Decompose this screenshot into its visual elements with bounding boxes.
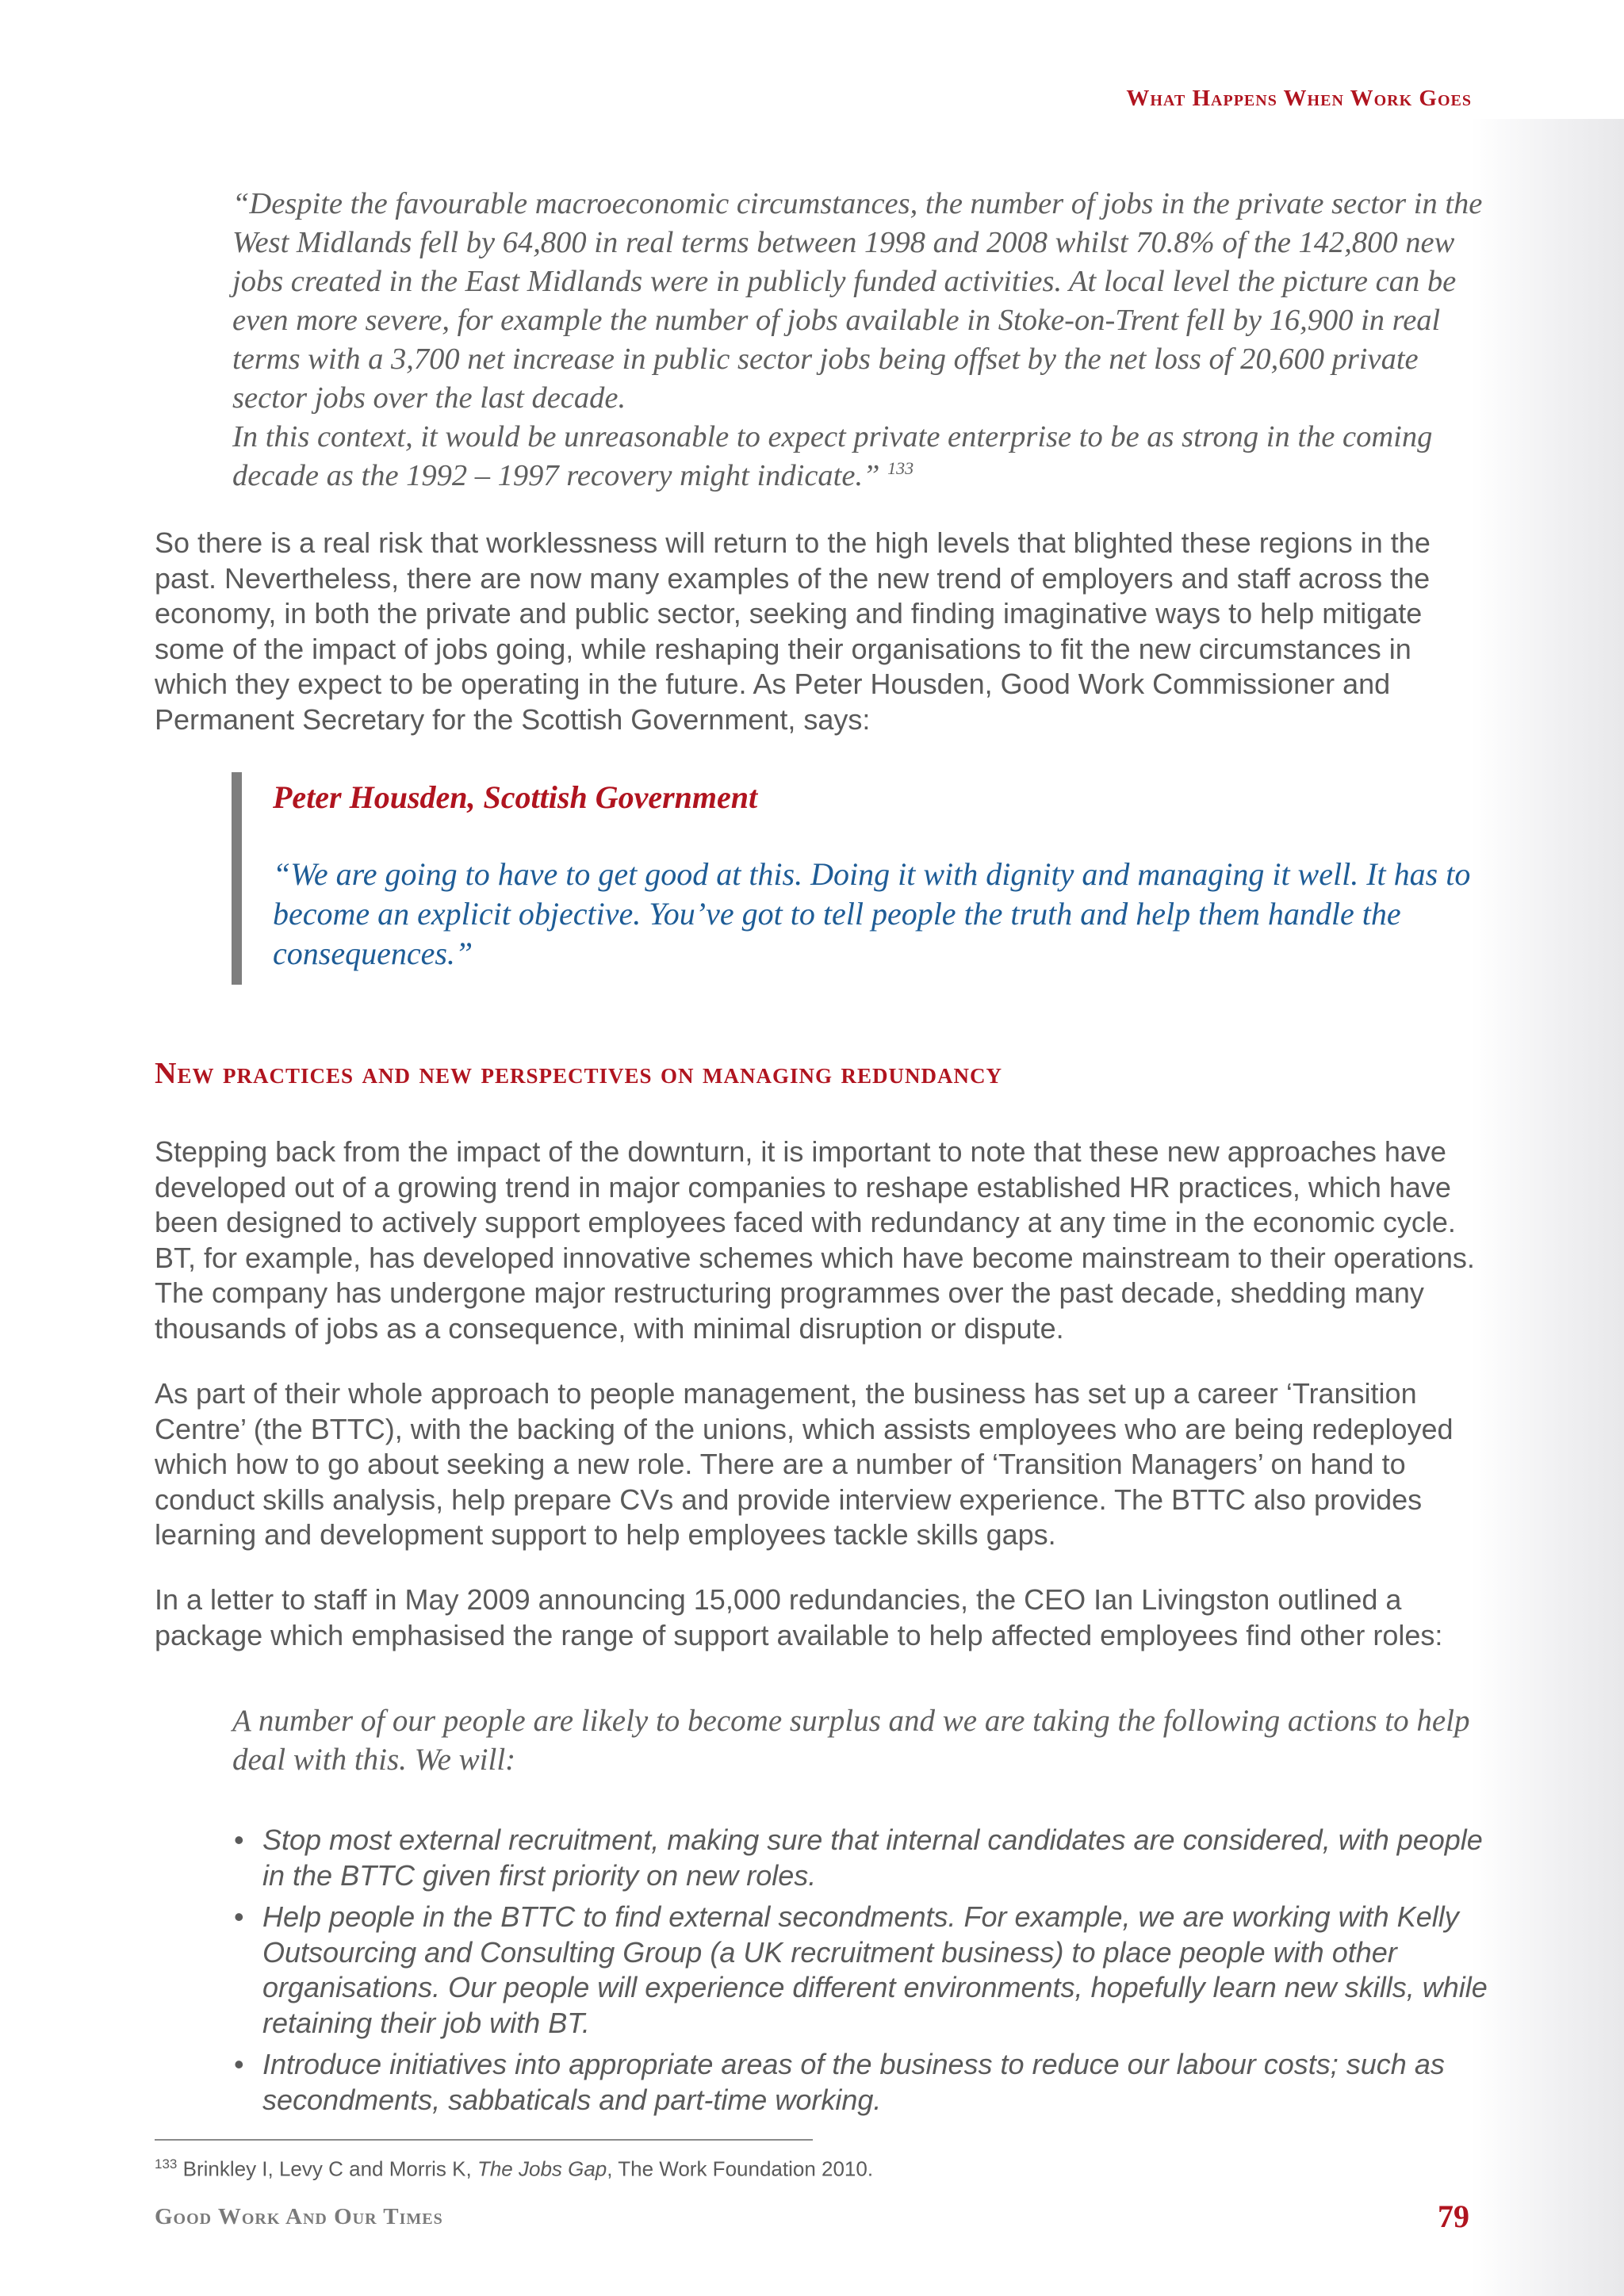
running-header: What Happens When Work Goes [1126, 86, 1472, 111]
footnote-number: 133 [155, 2156, 178, 2172]
paragraph-risk: So there is a real risk that worklessness will return to the high levels that blighted these regions in the past. Nevertheless, there are now many examples of the new trend of employers and staff across the economy, in both the private and public sector, seeking and finding imaginative ways to help mitigate some of the impact of jobs going, while reshaping their organisations to fit the new circumstances in which they expect to be operating in the future. As Peter Housden, Good Work Commissioner and Permanent Secretary for the Scottish Government, says: [155, 526, 1431, 736]
footer-title: Good Work And Our Times [155, 2204, 443, 2229]
footnote-reference[interactable]: 133 [887, 458, 914, 479]
callout-box [232, 772, 1492, 985]
bullet-dot: • [234, 2048, 244, 2080]
bullet-dot: • [234, 1900, 244, 1933]
footnote-divider [155, 2139, 813, 2141]
pull-quote [232, 185, 1485, 496]
callout-accent-bar [232, 772, 242, 985]
pull-quote-text: “Despite the favourable macroeconomic circumstances, the number of jobs in the private sector in the West Midlands fell by 64,800 in real terms between 1998 and 2008 whilst 70.8% of the 142,800 new jobs created in the East Midlands were in publicly funded activities. At local level the picture can be even more severe, for example the number of jobs available in Stoke-on-Trent fell by 16,900 in real terms with a 3,700 net increase in public sector jobs being offset by the net loss of 20,600 private sector jobs over the last decade. [232, 187, 1483, 415]
page-edge-shading [1471, 119, 1624, 2296]
list-item: • Introduce initiatives into appropriate areas of the business to reduce our labour costs; such as secondments, sabbaticals and part-time working. [234, 2048, 1445, 2116]
callout-quote: “We are going to have to get good at this. Doing it with dignity and managing it well. It has to become an explicit objective. You’ve got to tell people the truth and help them handle the consequences.” [273, 856, 1471, 971]
pull-quote-text-2: In this context, it would be unreasonable to expect private enterprise to be as strong in the coming decade as the 1992 – 1997 recovery might indicate.” $^{133}$ [232, 420, 1433, 492]
letter-quote: A number of our people are likely to become surplus and we are taking the following actions to help deal with this. We will: [232, 1704, 1470, 1777]
paragraph-transition-centre: As part of their whole approach to people management, the business has set up a career ‘Transition Centre’ (the BTTC), with the backing of the unions, which assists employees who are being redeployed which how to go about seeking a new role. There are a number of ‘Transition Managers’ on hand to conduct skills analysis, help prepare CVs and provide interview experience. The BTTC also provides learning and development support to help employees tackle skills gaps. [155, 1377, 1454, 1551]
footnote: $^{133}$ Brinkley I, Levy C and Morris K, The Jobs Gap, The Work Foundation 2010. [155, 2156, 874, 2181]
callout-speaker: Peter Housden, Scottish Government [273, 779, 758, 815]
paragraph-bt-schemes: Stepping back from the impact of the downturn, it is important to note that these new approaches have developed out of a growing trend in major companies to reshape established HR practices, which have been designed to actively support employees faced with redundancy at any time in the economic cycle. BT, for example, has developed innovative schemes which have become mainstream to their operations. The company has undergone major restructuring programmes over the past decade, shedding many thousands of jobs as a consequence, with minimal disruption or dispute. [155, 1135, 1475, 1345]
paragraph-ceo-letter: In a letter to staff in May 2009 announcing 15,000 redundancies, the CEO Ian Livingston outlined a package which emphasised the range of support available to help affected employees find other roles: [155, 1583, 1443, 1651]
section-heading: New practices and new perspectives on managing redundancy [155, 1057, 1003, 1090]
page-number: 79 [1438, 2198, 1469, 2234]
list-item: • Stop most external recruitment, making sure that internal candidates are considered, with people in the BTTC given first priority on new roles. [234, 1823, 1483, 1892]
action-list [232, 1823, 1493, 2124]
bullet-dot: • [234, 1823, 244, 1856]
list-item: • Help people in the BTTC to find external secondments. For example, we are working with Kelly Outsourcing and Consulting Group (a UK recruitment business) to place people with other organisations. Our people will experience different environments, hopefully learn new skills, while retaining their job with BT. [234, 1900, 1488, 2039]
footnote-title: The Jobs Gap [477, 2156, 607, 2181]
